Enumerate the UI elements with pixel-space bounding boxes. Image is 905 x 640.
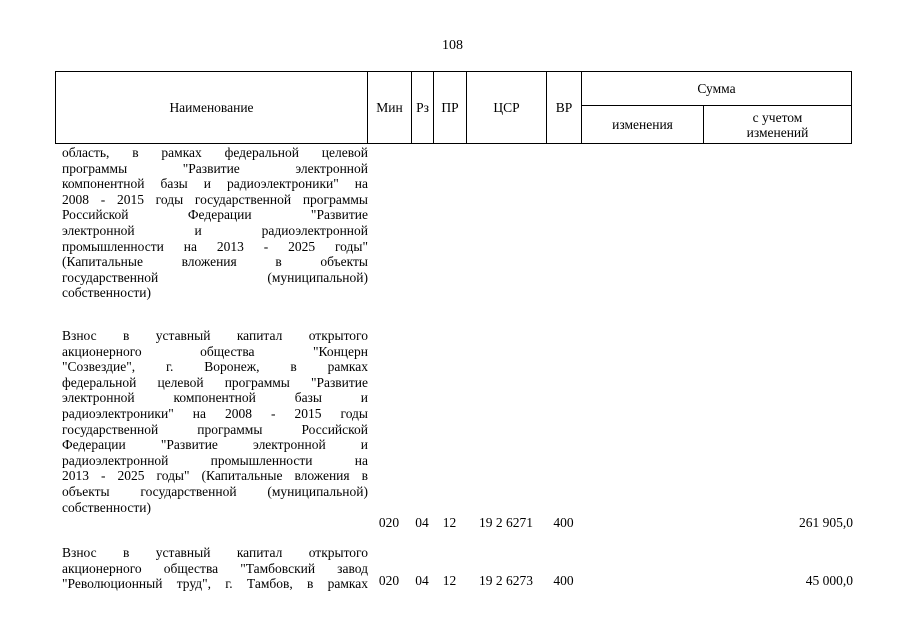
cell-csr: 19 2 6271 — [479, 515, 533, 530]
text-line: объекты государственной (муниципальной) — [62, 483, 368, 499]
text-line: собственности) — [62, 499, 151, 515]
page-number: 108 — [442, 38, 463, 53]
table-header — [55, 71, 852, 144]
text-line: акционерного общества "Концерн — [62, 343, 368, 359]
text-line: Взнос в уставный капитал открытого — [62, 328, 368, 343]
cell-min: 020 — [378, 515, 400, 530]
text-line: государственной (муниципальной) — [62, 269, 368, 285]
cell-rz: 04 — [415, 573, 429, 588]
cell-sum-with-change: 261 905,0 — [799, 515, 853, 530]
text-line: 2008 - 2015 годы государственной программы — [62, 191, 368, 207]
text-line: промышленности на 2013 - 2025 годы" — [62, 238, 368, 254]
header-change: изменения — [582, 106, 704, 144]
text-line: область, в рамках федеральной целевой — [62, 145, 368, 160]
row-values — [55, 573, 855, 589]
header-vr: ВР — [547, 72, 582, 144]
cell-vr: 400 — [553, 515, 574, 530]
row-values — [55, 515, 855, 531]
header-rz: Рз — [412, 72, 434, 144]
text-line: Российской Федерации "Развитие — [62, 207, 368, 223]
cell-min: 020 — [378, 573, 400, 588]
header-sum: Сумма — [582, 72, 852, 106]
cell-vr: 400 — [553, 573, 574, 588]
text-line: электронной и радиоэлектронной — [62, 222, 368, 238]
cell-csr: 19 2 6273 — [479, 573, 533, 588]
header-min: Мин — [368, 72, 412, 144]
text-line: федеральной целевой программы "Развитие — [62, 374, 368, 390]
text-line: акционерного общества "Тамбовский завод — [62, 560, 368, 576]
text-line: электронной компонентной базы и — [62, 390, 368, 406]
header-with-change-l2: изменений — [746, 124, 809, 140]
text-line: "Революционный труд", г. Тамбов, в рамках — [62, 576, 368, 592]
text-line: "Созвездие", г. Воронеж, в рамках — [62, 359, 368, 375]
cell-pr: 12 — [442, 573, 457, 588]
text-line: радиоэлектроники" на 2008 - 2015 годы — [62, 405, 368, 421]
text-line: Федерации "Развитие электронной и — [62, 437, 368, 453]
header-name: Наименование — [56, 72, 368, 144]
row-name — [62, 145, 368, 301]
cell-rz: 04 — [415, 515, 429, 530]
header-pr: ПР — [434, 72, 467, 144]
text-line: Взнос в уставный капитал открытого — [62, 545, 368, 560]
text-line: государственной программы Российской — [62, 421, 368, 437]
text-line: программы "Развитие электронной — [62, 160, 368, 176]
header-csr: ЦСР — [467, 72, 547, 144]
header-with-change — [704, 106, 852, 144]
text-line: радиоэлектронной промышленности на — [62, 452, 368, 468]
text-line: 2013 - 2025 годы" (Капитальные вложения в — [62, 468, 368, 484]
text-line: собственности) — [62, 285, 151, 301]
cell-sum-with-change: 45 000,0 — [805, 573, 853, 588]
row-name — [62, 328, 368, 515]
text-line: компонентной базы и радиоэлектроники" на — [62, 176, 368, 192]
header-with-change-l1: с учетом — [752, 109, 803, 125]
cell-pr: 12 — [442, 515, 457, 530]
text-line: (Капитальные вложения в объекты — [62, 254, 368, 270]
